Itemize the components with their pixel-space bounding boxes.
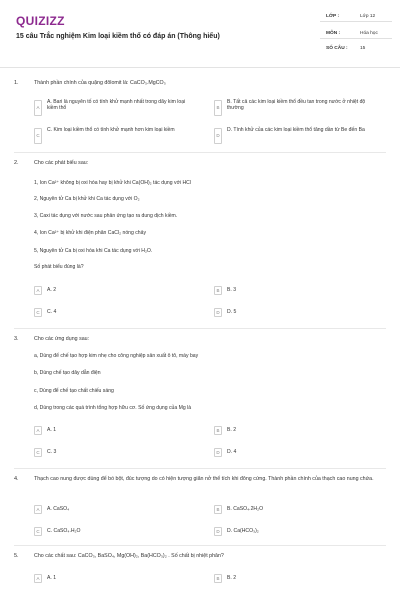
statement: 5, Nguyên tử Ca bị oxi hóa khi Ca tác dụng với H₂O. xyxy=(34,248,153,254)
option-letter-box: B xyxy=(214,574,222,583)
option-letter-box: D xyxy=(214,128,222,144)
option-text: B. 2 xyxy=(227,575,237,581)
meta-key: MÔN : xyxy=(326,31,341,36)
meta-key: SỐ CÂU : xyxy=(326,46,348,51)
question-number: 5. xyxy=(14,553,19,559)
question-divider xyxy=(14,468,386,469)
meta-divider xyxy=(320,38,392,39)
question-divider xyxy=(14,328,386,329)
option-text: B. 2 xyxy=(227,427,237,433)
statement: Số phát biểu đúng là? xyxy=(34,264,84,270)
option-letter-box: B xyxy=(214,426,222,435)
option-letter-box: D xyxy=(214,308,222,317)
quizizz-logo: QUIZIZZ xyxy=(16,14,65,28)
option-letter-box: C xyxy=(34,448,42,457)
statement: d, Dùng trong các quá trình tổng hợp hữu cơ. Số ứng dụng của Mg là xyxy=(34,405,192,411)
statement: 3, Caxi tác dụng với nước sau phản ứng tạo ra dung dịch kiềm. xyxy=(34,213,178,219)
option-text: A. 2 xyxy=(47,287,57,293)
page-title: 15 câu Trắc nghiệm Kim loại kiềm thổ có đáp án (Thông hiểu) xyxy=(16,33,220,40)
option-text: B. 3 xyxy=(227,287,237,293)
question-divider xyxy=(14,545,386,546)
option-text: B. CaSO₄.2H₂O xyxy=(227,506,264,512)
option-text: D. 4 xyxy=(227,449,237,455)
option-text: A. 1 xyxy=(47,575,57,581)
option-text: D. Tính khử của các kim loại kiềm thổ tăng dần từ Be đến Ba xyxy=(227,127,365,133)
meta-divider xyxy=(320,21,392,22)
question-text: Cho các phát biểu sau: xyxy=(34,160,89,166)
option-text: A. 1 xyxy=(47,427,57,433)
statement: 1, Ion Ca²⁺ không bị oxi hóa hay bị khử khi Ca(OH)₂ tác dụng với HCl xyxy=(34,180,191,186)
option-letter-box: C xyxy=(34,128,42,144)
statement: c, Dùng để chế tạo chất chiếu sáng xyxy=(34,388,114,394)
meta-value: Hóa học xyxy=(360,31,378,36)
question-text: Thạch cao nung được dùng để bó bột, đúc tượng do có hiện tượng giãn nở thể tích khi đông cứng. Thành phần chính của thạch cao nung chứa. xyxy=(34,476,374,482)
meta-value: Lớp 12 xyxy=(360,14,376,19)
option-text: D. 5 xyxy=(227,309,237,315)
statement: 2, Nguyên tử Ca bị khử khi Ca tác dụng với O₂ xyxy=(34,196,140,202)
option-text: D. Ca(HCO₃)₂ xyxy=(227,528,259,534)
option-letter-box: D xyxy=(214,448,222,457)
option-text: C. 3 xyxy=(47,449,57,455)
option-letter-box: A xyxy=(34,574,42,583)
question-number: 2. xyxy=(14,160,19,166)
option-letter-box: B xyxy=(214,286,222,295)
option-letter-box: B xyxy=(214,100,222,116)
option-letter-box: B xyxy=(214,505,222,514)
statement: b, Dùng chế tạo dây dẫn điện xyxy=(34,370,101,376)
question-divider xyxy=(14,152,386,153)
question-text: Cho các chất sau: CaCO₃, BaSO₄, Mg(OH)₂, Ba(HCO₃)₂ . Số chất bị nhiệt phân? xyxy=(34,553,224,559)
option-letter-box: A xyxy=(34,286,42,295)
option-text: C. CaSO₄.H₂O xyxy=(47,528,81,534)
statement: 4, Ion Ca²⁺ bị khử khi điện phân CaCl₂ nóng chảy xyxy=(34,230,146,236)
question-number: 3. xyxy=(14,336,19,342)
question-number: 4. xyxy=(14,476,19,482)
option-text: A. CaSO₄ xyxy=(47,506,70,512)
option-letter-box: C xyxy=(34,527,42,536)
option-text: B. Tất cả các kim loại kiềm thổ đều tan trong nước ở nhiệt độ thường xyxy=(227,99,366,111)
meta-value: 15 xyxy=(360,46,366,51)
option-letter-box: D xyxy=(214,527,222,536)
option-text: C. 4 xyxy=(47,309,57,315)
worksheet-header xyxy=(0,0,400,68)
meta-key: LỚP : xyxy=(326,14,340,19)
question-text: Thành phần chính của quặng đôlomit là: CaCO₃.MgCO₃ xyxy=(34,80,166,86)
question-text: Cho các ứng dụng sau: xyxy=(34,336,90,342)
option-letter-box: A xyxy=(34,426,42,435)
option-text: A. Bari là nguyên tố có tính khử mạnh nhất trong dãy kim loại kiềm thổ xyxy=(47,99,186,111)
statement: a, Dùng để chế tạo hợp kim nhẹ cho công nghiệp sản xuất ô tô, máy bay xyxy=(34,353,199,359)
option-text: C. Kim loại kiềm thổ có tính khử mạnh hơn kim loại kiềm xyxy=(47,127,175,133)
question-number: 1. xyxy=(14,80,19,86)
option-letter-box: A xyxy=(34,100,42,116)
option-letter-box: A xyxy=(34,505,42,514)
option-letter-box: C xyxy=(34,308,42,317)
